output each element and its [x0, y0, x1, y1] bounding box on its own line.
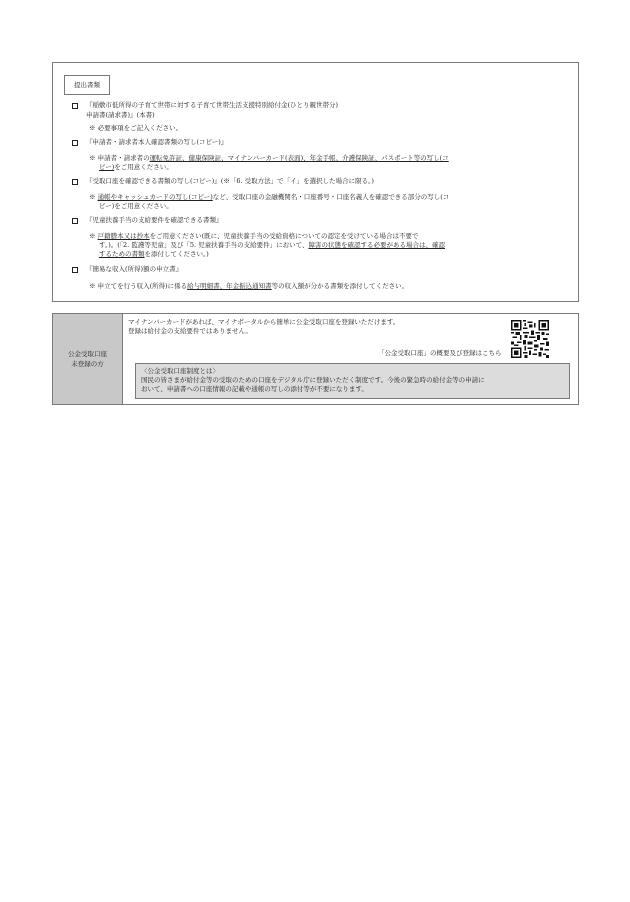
submission-documents-box: [52, 62, 579, 302]
item-id-document-line1: 『申請者・請求者本人確認書類の写し(コピー)』: [86, 138, 228, 146]
item-child-support-line1: 『児童扶養手当の支給要件を確認できる書類』: [86, 216, 223, 224]
item-bank-account-note2: ピー)をご用意ください。: [99, 202, 173, 210]
checkbox-application-form[interactable]: [72, 103, 78, 109]
item-id-document-note2: ピー)をご用意ください。: [99, 163, 173, 171]
checkbox-child-support[interactable]: [72, 218, 78, 224]
registration-side-label: [53, 314, 123, 404]
info-box: [135, 363, 570, 399]
checkbox-income-declaration[interactable]: [72, 267, 78, 273]
item-application-form-line2: 申請書(請求書)』(本書): [86, 111, 155, 119]
info-line2: おいて、申請書への口座情報の記載や通帳の写しの添付等が不要になります。: [141, 385, 368, 393]
item-income-declaration-note: ※ 申立てを行う収入(所得)に係る給与明細書、年金振込通知書等の収入額が分かる書類を添付してください。: [89, 282, 409, 290]
public-fund-account-box: [52, 313, 579, 405]
info-title: 〈公金受取口座制度とは〉: [141, 367, 219, 375]
qr-code-icon[interactable]: [510, 320, 550, 358]
checkbox-bank-account[interactable]: [72, 179, 78, 185]
item-child-support-note: ※ 戸籍謄本又は抄本をご用意ください(既に、児童扶養手当の受給資格についての認定を受けている場合は不要で: [89, 232, 419, 240]
item-child-support-note3: するための書類を添付してください。): [99, 250, 209, 258]
registration-link[interactable]: 「公金受取口座」の概要及び登録はこちら: [378, 349, 502, 357]
item-bank-account-note: ※ 通帳やキャッシュカードの写し(コピー)など、受取口座の金融機関名・口座番号・口座名義人を確認できる部分の写し(コ: [89, 193, 450, 201]
item-child-support-note2: す。)。(「2. 監護等児童」及び「5. 児童扶養手当の支給要件」において、障害の状態を確認する必要がある場合は、確認: [99, 241, 445, 249]
item-id-document-note: ※ 申請者・請求者の運転免許証、健康保険証、マイナンバーカード(表面)、年金手帳、介護保険証、パスポート等の写し(コ: [89, 154, 449, 162]
registration-line1: マイナンバーカードがあれば、マイナポータルから簡単に公金受取口座を登録いただけます。: [128, 318, 400, 326]
side-label-line2: 未登録の方: [71, 360, 104, 368]
registration-line2: 登録は給付金の支給要件ではありません。: [128, 327, 252, 335]
info-line1: 国民の皆さまが給付金等の受取のための口座をデジタル庁に登録いただく制度です。今後の緊急時の給付金等の申請に: [141, 376, 485, 384]
checkbox-id-document[interactable]: [72, 140, 78, 146]
item-bank-account-line1: 『受取口座を確認できる書類の写し(コピー)』(※「6. 受取方法」で「イ」を選択した場合に限る。): [86, 177, 374, 185]
item-application-form-line1: 『稲敷市低所得の子育て世帯に対する子育て世帯生活支援特別給付金(ひとり親世帯分): [86, 101, 339, 109]
docs-title: 提出書類: [64, 75, 110, 95]
item-application-form-note: ※ 必要事項をご記入ください。: [89, 124, 183, 132]
item-income-declaration-line1: 『簡易な収入(所得)額の申立書』: [86, 265, 183, 273]
side-label-line1: 公金受取口座: [68, 350, 107, 358]
